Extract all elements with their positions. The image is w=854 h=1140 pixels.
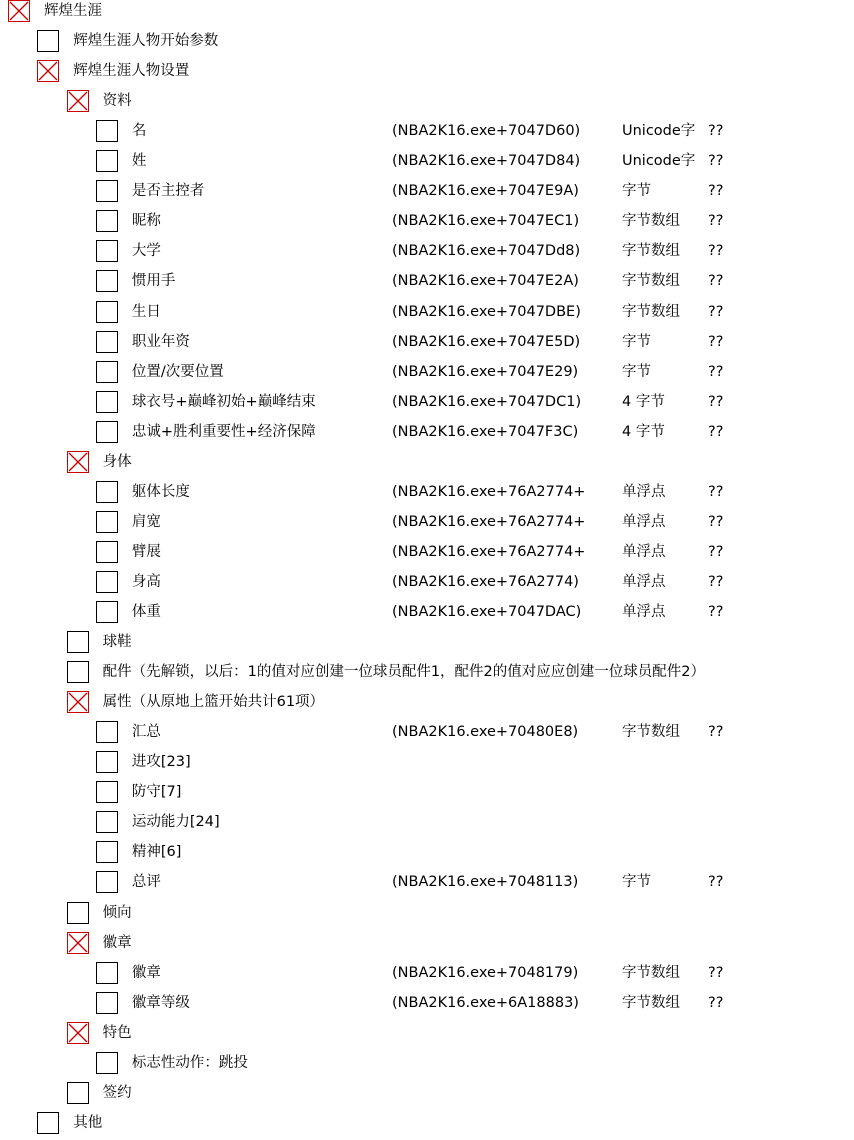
x-mark-icon bbox=[68, 692, 88, 712]
x-mark-icon bbox=[38, 61, 58, 81]
row-type: 单浮点 bbox=[622, 483, 666, 500]
row-type: 单浮点 bbox=[622, 573, 666, 590]
row-type: 字节 bbox=[622, 333, 651, 350]
row-description: 位置/次要位置 bbox=[131, 363, 224, 380]
row-checkbox[interactable] bbox=[96, 601, 118, 623]
row-type: 单浮点 bbox=[622, 513, 666, 530]
tree-row[interactable] bbox=[0, 779, 854, 809]
row-description: 特色 bbox=[102, 1024, 132, 1041]
row-checkbox[interactable] bbox=[67, 451, 89, 473]
tree-row[interactable] bbox=[0, 659, 854, 689]
row-address: (NBA2K16.exe+7047DC1) bbox=[392, 393, 582, 410]
row-type: 字节数组 bbox=[622, 243, 680, 260]
tree-row[interactable] bbox=[0, 569, 854, 599]
row-checkbox[interactable] bbox=[96, 331, 118, 353]
row-description: 生日 bbox=[131, 303, 161, 320]
row-checkbox[interactable] bbox=[37, 1112, 59, 1134]
row-address: (NBA2K16.exe+7047D60) bbox=[392, 123, 581, 140]
row-type: 单浮点 bbox=[622, 543, 666, 560]
row-description: 徽章 bbox=[131, 964, 161, 981]
row-address: (NBA2K16.exe+76A2774+ bbox=[392, 513, 586, 530]
row-value[interactable]: ?? bbox=[708, 213, 724, 230]
row-address: (NBA2K16.exe+70480E8) bbox=[392, 724, 579, 741]
tree-row[interactable] bbox=[0, 599, 854, 629]
row-checkbox[interactable] bbox=[96, 150, 118, 172]
row-checkbox[interactable] bbox=[96, 841, 118, 863]
row-checkbox[interactable] bbox=[96, 751, 118, 773]
row-type: 单浮点 bbox=[622, 604, 666, 620]
row-checkbox[interactable] bbox=[67, 691, 89, 713]
row-value[interactable]: ?? bbox=[708, 273, 724, 290]
row-description: 躯体长度 bbox=[131, 483, 190, 500]
tree-row[interactable] bbox=[0, 1080, 854, 1110]
row-checkbox[interactable] bbox=[96, 270, 118, 292]
row-type: 字节 bbox=[622, 874, 651, 891]
row-description: 总评 bbox=[131, 874, 161, 891]
row-checkbox[interactable] bbox=[96, 481, 118, 503]
row-description: 其他 bbox=[73, 1114, 103, 1131]
row-description: 辉煌生涯人物开始参数 bbox=[73, 33, 219, 50]
row-address: (NBA2K16.exe+7048179) bbox=[392, 964, 579, 981]
tree-row[interactable] bbox=[0, 419, 854, 449]
row-type: 字节 bbox=[622, 183, 651, 200]
row-address: (NBA2K16.exe+76A2774) bbox=[392, 573, 579, 590]
row-address: (NBA2K16.exe+7047E9A) bbox=[392, 183, 579, 200]
row-address: (NBA2K16.exe+7047Dd8) bbox=[392, 243, 581, 260]
x-mark-icon bbox=[68, 452, 88, 472]
row-description: 进攻[23] bbox=[131, 754, 191, 771]
row-type: 字节数组 bbox=[622, 213, 680, 230]
row-description: 配件（先解锁，以后：1的值对应创建一位球员配件1，配件2的值对应应创建一位球员配件2） bbox=[102, 664, 705, 681]
row-address: (NBA2K16.exe+7047E29) bbox=[392, 363, 579, 380]
tree-row[interactable] bbox=[0, 88, 854, 118]
tree-row[interactable] bbox=[0, 1050, 854, 1080]
row-value[interactable]: ?? bbox=[708, 243, 724, 260]
row-value[interactable]: ?? bbox=[708, 513, 724, 530]
row-description: 防守[7] bbox=[131, 784, 182, 801]
row-address: (NBA2K16.exe+7047E2A) bbox=[392, 273, 579, 290]
row-description: 是否主控者 bbox=[131, 183, 205, 200]
row-description: 签约 bbox=[102, 1084, 132, 1101]
row-value[interactable]: ?? bbox=[708, 183, 724, 200]
row-description: 忠诚+胜利重要性+经济保障 bbox=[131, 423, 316, 440]
row-value[interactable]: ?? bbox=[708, 363, 724, 380]
row-checkbox[interactable] bbox=[67, 1082, 89, 1104]
row-address: (NBA2K16.exe+7047E5D) bbox=[392, 333, 581, 350]
row-checkbox[interactable] bbox=[96, 511, 118, 533]
row-description: 球衣号+巅峰初始+巅峰结束 bbox=[131, 393, 316, 410]
row-value[interactable]: ?? bbox=[708, 393, 724, 410]
row-value[interactable]: ?? bbox=[708, 153, 724, 170]
tree-row[interactable] bbox=[0, 449, 854, 479]
row-address: (NBA2K16.exe+7047DBE) bbox=[392, 303, 581, 320]
row-type: 字节数组 bbox=[622, 964, 680, 981]
row-checkbox[interactable] bbox=[96, 721, 118, 743]
row-description: 惯用手 bbox=[131, 273, 176, 290]
row-description: 徽章 bbox=[102, 934, 132, 951]
row-description: 运动能力[24] bbox=[131, 814, 220, 831]
tree-row[interactable] bbox=[0, 689, 854, 719]
row-checkbox[interactable] bbox=[37, 60, 59, 82]
row-description: 职业年资 bbox=[131, 333, 190, 350]
row-value[interactable]: ?? bbox=[708, 964, 724, 981]
row-checkbox[interactable] bbox=[67, 1022, 89, 1044]
row-description: 肩宽 bbox=[131, 513, 161, 530]
tree-row[interactable] bbox=[0, 0, 854, 28]
row-address: (NBA2K16.exe+76A2774+ bbox=[392, 543, 586, 560]
row-value[interactable]: ?? bbox=[708, 123, 724, 140]
row-type: 字节数组 bbox=[622, 273, 680, 290]
row-checkbox[interactable] bbox=[96, 541, 118, 563]
x-mark-icon bbox=[9, 1, 29, 21]
tree-row[interactable] bbox=[0, 1110, 854, 1140]
row-description: 属性（从原地上篮开始共计61项） bbox=[102, 694, 325, 711]
row-checkbox[interactable] bbox=[67, 902, 89, 924]
row-description: 倾向 bbox=[102, 904, 132, 921]
row-description: 姓 bbox=[131, 153, 147, 170]
tree-row[interactable] bbox=[0, 719, 854, 749]
tree-row[interactable] bbox=[0, 990, 854, 1020]
row-checkbox[interactable] bbox=[96, 811, 118, 833]
row-value[interactable]: ?? bbox=[708, 573, 724, 590]
row-description: 臂展 bbox=[131, 543, 161, 560]
tree-row[interactable] bbox=[0, 869, 854, 899]
x-mark-icon bbox=[68, 91, 88, 111]
tree-row[interactable] bbox=[0, 148, 854, 178]
row-type: 字节数组 bbox=[622, 303, 680, 320]
tree-row[interactable] bbox=[0, 930, 854, 960]
row-address: (NBA2K16.exe+6A18883) bbox=[392, 994, 579, 1011]
tree-row[interactable] bbox=[0, 749, 854, 779]
row-checkbox[interactable] bbox=[67, 631, 89, 653]
row-value[interactable]: ?? bbox=[708, 483, 724, 500]
x-mark-icon bbox=[68, 1023, 88, 1043]
tree-row[interactable] bbox=[0, 389, 854, 419]
row-checkbox[interactable] bbox=[37, 30, 59, 52]
tree-row[interactable] bbox=[0, 268, 854, 298]
row-description: 昵称 bbox=[131, 213, 161, 230]
tree-row[interactable] bbox=[0, 839, 854, 869]
row-address: (NBA2K16.exe+7048113) bbox=[392, 874, 579, 891]
tree-row[interactable] bbox=[0, 238, 854, 268]
tree-row[interactable] bbox=[0, 1020, 854, 1050]
row-checkbox[interactable] bbox=[67, 90, 89, 112]
row-checkbox[interactable] bbox=[67, 932, 89, 954]
row-value[interactable]: ?? bbox=[708, 543, 724, 560]
tree-row[interactable] bbox=[0, 900, 854, 930]
row-type: 字节 bbox=[622, 363, 651, 380]
row-value[interactable]: ?? bbox=[708, 604, 724, 620]
row-value[interactable]: ?? bbox=[708, 724, 724, 741]
row-description: 标志性动作：跳投 bbox=[131, 1054, 248, 1071]
tree-row[interactable] bbox=[0, 359, 854, 389]
row-checkbox[interactable] bbox=[96, 210, 118, 232]
x-mark-icon bbox=[68, 933, 88, 953]
row-description: 资料 bbox=[102, 93, 132, 110]
row-type: 4 字节 bbox=[622, 393, 665, 410]
tree-row[interactable] bbox=[0, 329, 854, 359]
tree-row[interactable] bbox=[0, 178, 854, 208]
tree-row[interactable] bbox=[0, 509, 854, 539]
tree-row[interactable] bbox=[0, 479, 854, 509]
row-description: 汇总 bbox=[131, 724, 161, 741]
row-value[interactable]: ?? bbox=[708, 303, 724, 320]
row-description: 精神[6] bbox=[131, 844, 182, 861]
row-type: 4 字节 bbox=[622, 423, 665, 440]
row-type: Unicode字 bbox=[622, 123, 696, 140]
row-value[interactable]: ?? bbox=[708, 874, 724, 891]
row-description: 体重 bbox=[131, 604, 161, 620]
row-description: 辉煌生涯人物设置 bbox=[73, 63, 190, 80]
row-checkbox[interactable] bbox=[96, 571, 118, 593]
row-description: 名 bbox=[131, 123, 147, 140]
row-type: Unicode字 bbox=[622, 153, 696, 170]
tree-row[interactable] bbox=[0, 28, 854, 58]
row-address: (NBA2K16.exe+7047F3C) bbox=[392, 423, 579, 440]
row-checkbox[interactable] bbox=[96, 421, 118, 443]
row-value[interactable]: ?? bbox=[708, 423, 724, 440]
row-description: 身体 bbox=[102, 453, 132, 470]
tree-row[interactable] bbox=[0, 809, 854, 839]
row-checkbox[interactable] bbox=[96, 180, 118, 202]
row-address: (NBA2K16.exe+76A2774+ bbox=[392, 483, 586, 500]
row-description: 徽章等级 bbox=[131, 994, 190, 1011]
tree-row[interactable] bbox=[0, 629, 854, 659]
row-type: 字节数组 bbox=[622, 724, 680, 741]
row-description: 辉煌生涯 bbox=[44, 3, 102, 19]
tree-row[interactable] bbox=[0, 208, 854, 238]
row-checkbox[interactable] bbox=[96, 240, 118, 262]
row-description: 大学 bbox=[131, 243, 161, 260]
row-checkbox[interactable] bbox=[67, 661, 89, 683]
tree-row[interactable] bbox=[0, 960, 854, 990]
row-checkbox[interactable] bbox=[96, 871, 118, 893]
row-address: (NBA2K16.exe+7047D84) bbox=[392, 153, 581, 170]
row-checkbox[interactable] bbox=[8, 0, 30, 22]
row-checkbox[interactable] bbox=[96, 301, 118, 323]
row-checkbox[interactable] bbox=[96, 962, 118, 984]
tree-row[interactable] bbox=[0, 118, 854, 148]
row-checkbox[interactable] bbox=[96, 391, 118, 413]
row-checkbox[interactable] bbox=[96, 781, 118, 803]
row-checkbox[interactable] bbox=[96, 361, 118, 383]
row-checkbox[interactable] bbox=[96, 120, 118, 142]
tree-row[interactable] bbox=[0, 299, 854, 329]
row-address: (NBA2K16.exe+7047DAC) bbox=[392, 604, 582, 620]
row-checkbox[interactable] bbox=[96, 1052, 118, 1074]
row-value[interactable]: ?? bbox=[708, 333, 724, 350]
tree-row[interactable] bbox=[0, 58, 854, 88]
row-description: 球鞋 bbox=[102, 634, 132, 651]
row-description: 身高 bbox=[131, 573, 161, 590]
row-value[interactable]: ?? bbox=[708, 994, 724, 1011]
row-type: 字节数组 bbox=[622, 994, 680, 1011]
tree-row[interactable] bbox=[0, 539, 854, 569]
row-address: (NBA2K16.exe+7047EC1) bbox=[392, 213, 580, 230]
row-checkbox[interactable] bbox=[96, 992, 118, 1014]
